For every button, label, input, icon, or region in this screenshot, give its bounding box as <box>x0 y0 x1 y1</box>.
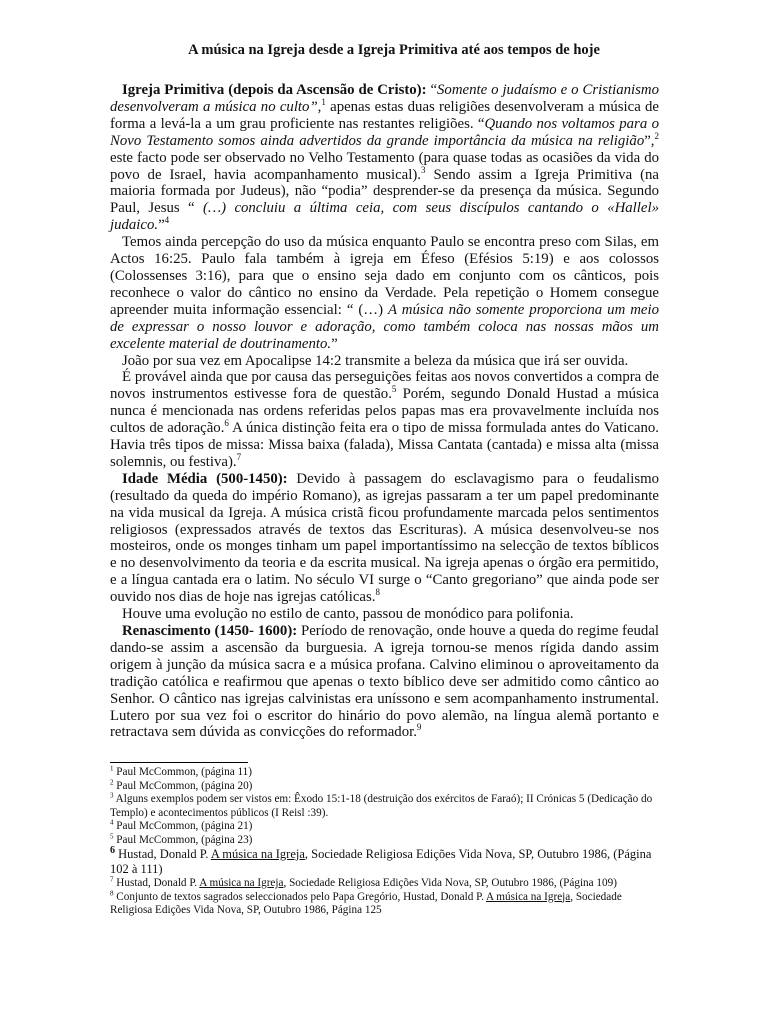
footnote-text: Paul McCommon, (página 21) <box>113 820 253 832</box>
book-title: A música na Igreja <box>486 890 571 903</box>
footnote-text: , Sociedade Religiosa Edições Vida Nova, SP, Outubro 1986, Página 125 <box>110 890 622 916</box>
footnote-text: , Sociedade Religiosa Edições Vida Nova, SP, Outubro 1986, (Página 102 à 111) <box>110 847 652 876</box>
quote: Quando nos voltamos para o Novo Testamento somos ainda advertidos da grande importância da música na religião <box>110 115 659 149</box>
footnote-number: 5 <box>110 831 114 840</box>
footnote-text: , Sociedade Religiosa Edições Vida Nova, SP, Outubro 1986, (Página 109) <box>283 877 617 889</box>
text: ”, <box>644 132 655 149</box>
footnote-number: 7 <box>110 875 114 884</box>
text: Devido à passagem do esclavagismo para o feudalismo (resultado da queda do império Romano), as igrejas passaram a ter um papel predominante na vida musical da Igreja. A música cristã ficou profundamente marcada pelos sentimentos religiosos (expressados através de textos das Escrituras). A música desenvolveu-se nos mosteiros, onde os monges tinham um papel importantíssimo na selecção de textos bíblicos e no desenvolvimento da teoria e da escrita musical. Na igreja apenas o órgão era permitido, e a língua cantada era o latim. No século VI surge o “Canto gregoriano” que ainda pode ser ouvido nos dias de hoje nas igrejas católicas. <box>110 470 659 606</box>
text: Temos ainda percepção do uso da música enquanto Paulo se encontra preso com Silas, em Actos 16:25. Paulo fala também à igreja em Éfeso (Efésios 5:19) e aos colossos (Colossenses 3:16), para que o ensino seja dado em conjunto com os cânticos, pois reconhece o valor do cântico no ensino da Verdade. Pela repetição o Homem consegue apreender muita informação essencial: “ (…) <box>110 234 659 318</box>
text: Período de renovação, onde houve a queda do regime feudal dando-se assim a ascensão da burguesia. A igreja tornou-se menos rígida dando assim origem à junção da música sacra e a música profana. Calvino eliminou o aproveitamento da tradição católica e reafirmou que apenas o texto bíblico deve ser admitido como cântico ao Senhor. O cântico nas igrejas calvinistas era uníssono e sem acompanhamento instrumental. Lutero por sua vez foi o escritor do hinário do povo alemão, na língua alemã portanto e retractava sem dúvida as convicções do reformador. <box>110 623 659 741</box>
footnote-number: 4 <box>110 818 114 827</box>
text: apenas estas duas religiões desenvolveram a música de forma a levá-la a um grau proficiente nas restantes religiões. “ <box>110 98 659 132</box>
footnote-1 <box>110 766 662 780</box>
page-title: A música na Igreja desde a Igreja Primitiva até aos tempos de hoje <box>188 42 600 58</box>
footnote-text: Hustad, Donald P. <box>113 877 200 889</box>
paragraph-polifonia: Houve uma evolução no estilo de canto, passou de monódico para polifonia. <box>122 606 574 623</box>
footnote-6 <box>110 844 662 877</box>
quote: A música não somente proporciona um meio de expressar o nosso louvor e adoração, como também coloca nas nossas mãos um excelente material de doutrinamento. <box>110 301 659 352</box>
paragraph-perseguicoes <box>110 369 659 470</box>
footnote-ref-9[interactable]: 9 <box>416 722 422 733</box>
footnote-text: Paul McCommon, (página 11) <box>113 766 252 778</box>
footnote-number: 2 <box>110 777 114 786</box>
paragraph-igreja-primitiva <box>110 82 659 234</box>
footnote-2 <box>110 777 662 794</box>
footnote-7 <box>110 877 662 891</box>
paragraph-renascimento <box>110 623 659 741</box>
footnote-text: Paul McCommon, (página 20) <box>113 779 253 792</box>
text: Sendo assim a Igreja Primitiva (na maioria formada por Judeus), não “podia” desprender-se da presença da música. Segundo Paul, Jesus “ <box>110 166 659 217</box>
footnote-ref-6[interactable]: 6 <box>224 418 229 429</box>
footnote-4 <box>110 820 662 834</box>
text: A única distinção feita era o tipo de missa formulada antes do Vaticano. Havia três tipos de missa: Missa baixa (falada), Missa Cantata (cantada) e missa alta (missa solemnis, ou festiva). <box>110 420 659 470</box>
footnote-ref-7[interactable]: 7 <box>236 452 242 463</box>
paragraph-apocalipse: João por sua vez em Apocalipse 14:2 transmite a beleza da música que irá ser ouvida. <box>122 352 629 369</box>
footnote-ref-2[interactable]: 2 <box>654 130 659 141</box>
document-body <box>110 82 659 741</box>
quote: (…) concluiu a última ceia, com seus discípulos cantando o «Hallel» judaico. <box>110 200 659 234</box>
section-heading-renascimento: Renascimento (1450- 1600): <box>122 623 298 639</box>
footnote-5 <box>110 831 662 848</box>
footnote-number: 3 <box>110 791 114 800</box>
section-heading-idade-media: Idade Média (500-1450): <box>122 470 288 487</box>
footnote-text: Hustad, Donald P. <box>115 847 211 861</box>
footnote-ref-8[interactable]: 8 <box>375 587 380 598</box>
text: este facto pode ser observado no Velho Testamento (para quase todas as ocasiões da vida do povo de Israel, havia acompanhamento musical). <box>110 149 659 183</box>
book-title: A música na Igreja <box>199 877 284 889</box>
text: É provável ainda que por causa das perseguições feitas aos novos convertidos a compra de novos instrumentos estivesse fora de questão. <box>110 369 659 403</box>
text: ” <box>331 335 338 352</box>
footnote-number: 8 <box>110 888 114 897</box>
text: Porém, segundo Donald Hustad a música nunca é mencionada nas ordens referidas pelos papas mas era provavelmente incluída nos cultos de adoração. <box>110 386 659 437</box>
footnote-8 <box>110 888 662 918</box>
text: ” <box>158 217 165 234</box>
footnotes <box>110 766 662 918</box>
quote: Somente o judaísmo e o Cristianismo desenvolveram a música no culto”, <box>110 82 659 115</box>
footnote-text: Conjunto de textos sagrados seleccionados pelo Papa Gregório, Hustad, Donald P. <box>113 890 487 903</box>
paragraph-idade-media <box>110 471 659 606</box>
footnote-ref-3[interactable]: 3 <box>420 164 426 175</box>
footnote-ref-1[interactable]: 1 <box>321 96 326 107</box>
book-title: A música na Igreja <box>210 847 305 861</box>
footnote-separator <box>110 762 248 763</box>
footnote-ref-5[interactable]: 5 <box>391 384 397 395</box>
footnote-text: Alguns exemplos podem ser vistos em: Êxodo 15:1-18 (destruição dos exércitos de Faraó); II Crónicas 5 (Dedicação do Templo) e acontecimentos públicos (I Reisl :39). <box>110 793 653 819</box>
footnote-3 <box>110 793 662 820</box>
footnote-number: 6 <box>110 844 115 856</box>
section-heading-igreja-primitiva: Igreja Primitiva (depois da Ascensão de Cristo): <box>122 82 427 98</box>
footnote-text: Paul McCommon, (página 23) <box>113 833 253 846</box>
paragraph-paulo <box>110 234 659 352</box>
footnote-number: 1 <box>110 764 114 773</box>
footnote-ref-4[interactable]: 4 <box>164 215 170 226</box>
text: “ <box>426 82 438 98</box>
